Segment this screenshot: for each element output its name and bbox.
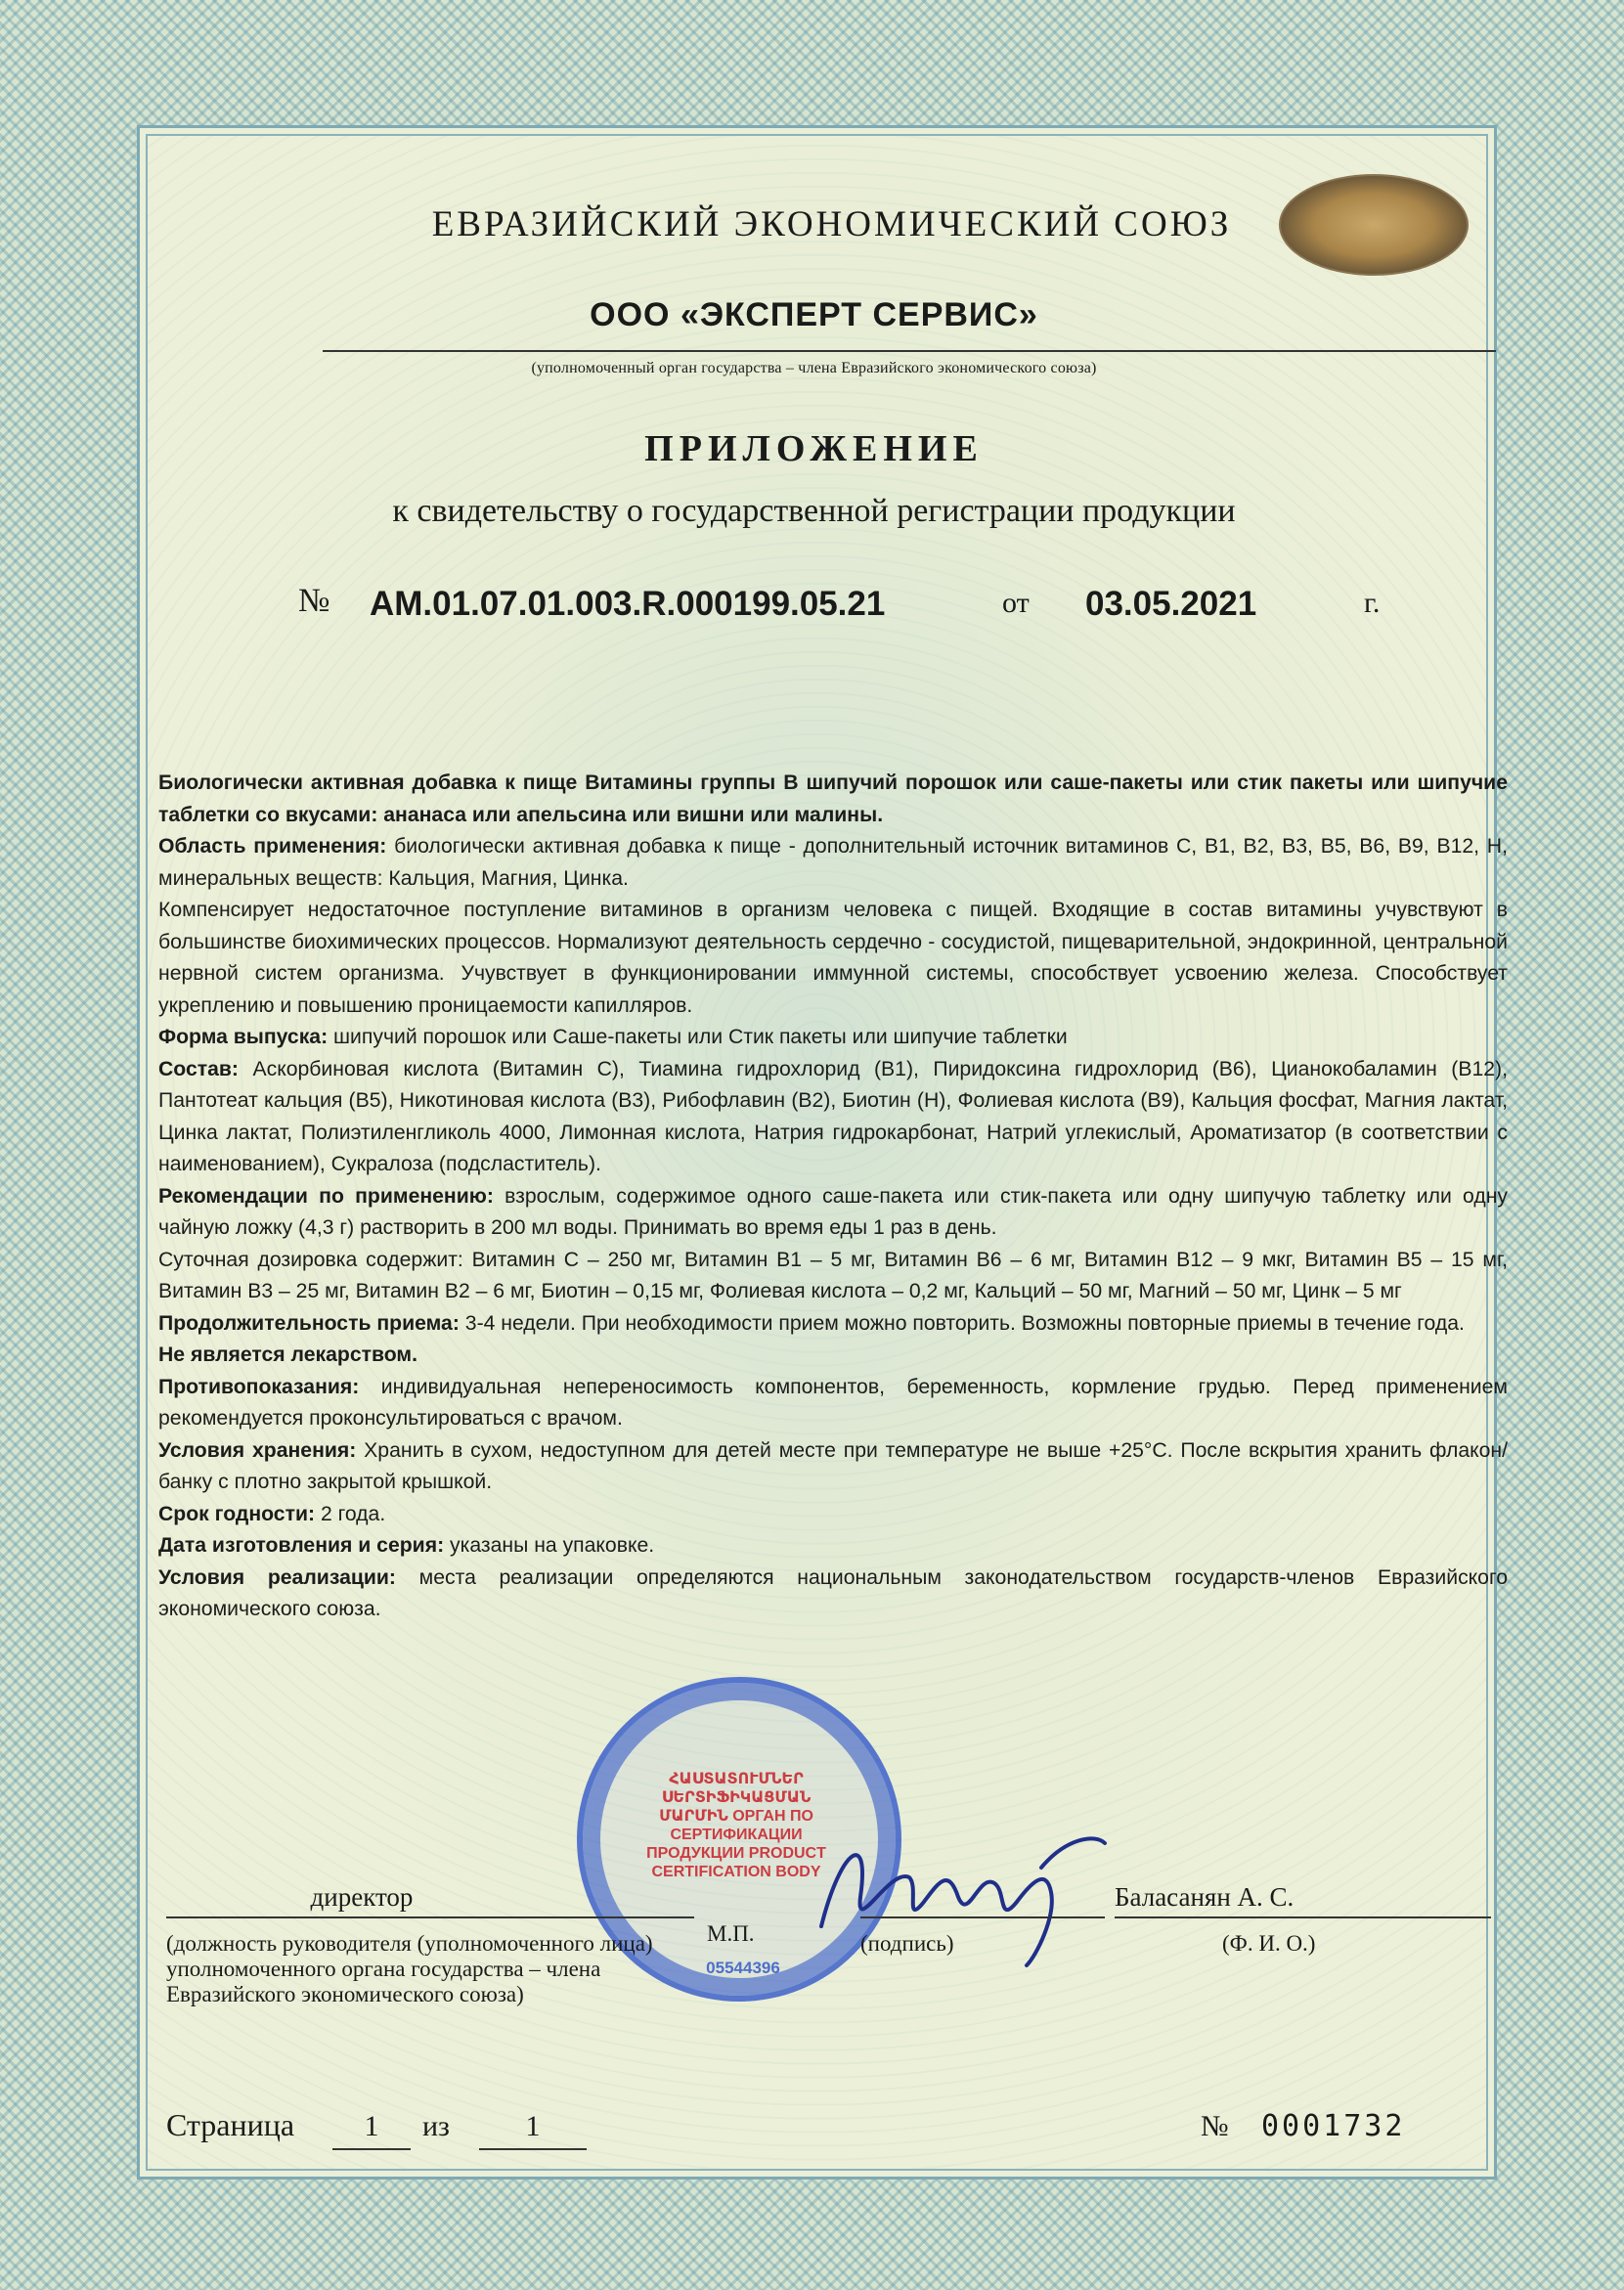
usage-text: взрослым, содержимое одного саше-пакета или стик-пакета или одну шипучую таблетку или одну чайную ложку (4,3 г) растворить в 200 мл воды. Принимать во время еды 1 раз в день. [158, 1184, 1508, 1239]
registration-date: 03.05.2021 [1085, 585, 1257, 623]
organization-underline [323, 350, 1496, 352]
signature-caption: (подпись) [860, 1931, 954, 1956]
composition-text: Аскорбиновая кислота (Витамин С), Тиамина гидрохлорид (В1), Пиридоксина гидрохлорид (В6), Цианокобаламин (В12), Пантотеат кальция (В5), Никотиновая кислота (В3), Рибофлавин (В2), Биотин (Н), Фолиевая кислота (В9), Кальция фосфат, Магния лактат, Цинка лактат, Полиэтиленгликоль 4000, Лимонная кислота, Натрия гидрокарбонат, Натрий углекислый, Ароматизатор (в соответствии с наименованием), Сукралоза (подсластитель). [158, 1057, 1509, 1175]
storage-text: Хранить в сухом, недоступном для детей месте при температуре не выше +25°С. После вскрытия хранить флакон/банку с плотно закрытой крышкой. [158, 1438, 1508, 1493]
duration-label: Продолжительность приема: [158, 1311, 460, 1335]
serial-no-sign: № [1201, 2110, 1229, 2142]
handwritten-signature [802, 1809, 1124, 1975]
fio-line [1115, 1916, 1491, 1918]
effect-description: Компенсирует недостаточное поступление витаминов в организм человека с пищей. Входящие в состав витамины учувствуют в большинстве биохимических процессов. Нормализуют деятельность сердечно - сосудистой, пищеварительной, эндокринной, центральной нервной систем организма. Учувствует в функционировании иммунной системы, способствует усвоению железа. Способствует укреплению и повышению проницаемости капилляров. [158, 899, 1508, 1017]
signature-line [860, 1916, 1105, 1918]
page-label: Страница [166, 2107, 295, 2142]
manufacture-text: указаны на упаковке. [450, 1534, 655, 1557]
organization-caption: (уполномоченный орган государства – члена Евразийского экономического союза) [531, 360, 1097, 376]
shelf-life-text: 2 года. [320, 1502, 386, 1525]
usage-label: Рекомендации по применению: [158, 1184, 494, 1208]
form-label: Форма выпуска: [158, 1026, 329, 1048]
manufacture-label: Дата изготовления и серия: [158, 1534, 445, 1557]
registration-number: AM.01.07.01.003.R.000199.05.21 [370, 585, 886, 623]
document-subtitle: к свидетельству о государственной регистрации продукции [392, 493, 1236, 529]
position-line [166, 1916, 694, 1918]
product-description [158, 768, 1508, 1626]
page-current: 1 [364, 2110, 379, 2142]
daily-dose: Суточная дозировка содержит: Витамин С – 250 мг, Витамин В1 – 5 мг, Витамин В6 – 6 мг, Витамин В12 – 9 мкг, Витамин В5 – 15 мг, Витамин В3 – 25 мг, Витамин В2 – 6 мг, Биотин – 0,15 мг, Фолиевая кислота – 0,2 мг, Кальций – 50 мг, Магний – 50 мг, Цинк – 5 мг [158, 1248, 1508, 1302]
position-value: директор [310, 1882, 414, 1912]
emblem-hologram [1279, 174, 1469, 276]
composition-label: Состав: [158, 1057, 239, 1080]
fio-caption: (Ф. И. О.) [1222, 1931, 1316, 1956]
organization-name: ООО «ЭКСПЕРТ СЕРВИС» [590, 296, 1038, 333]
stamp-center-text: ՀԱՍՏԱՏՈՒՄՆԵՐ ՍԵՐՏԻՖԻԿԱՑՄԱՆ ՄԱՐՄԻՆ ОРГАН ПО СЕРТИФИКАЦИИ ПРОДУКЦИИ PRODUCT CERTIFICATION BODY [646, 1771, 826, 1880]
scope-label: Область применения: [158, 835, 387, 858]
page-total: 1 [525, 2110, 541, 2142]
page-of-label: из [422, 2110, 450, 2142]
product-name: Биологически активная добавка к пище Витамины группы В шипучий порошок или саше-пакеты или стик пакеты или шипучие таблетки со вкусами: ананаса или апельсина или вишни или малины. [158, 771, 1508, 826]
registration-from-label: от [1002, 587, 1030, 619]
page-current-line [332, 2148, 411, 2150]
document-title: ПРИЛОЖЕНИЕ [644, 428, 984, 469]
storage-label: Условия хранения: [158, 1438, 357, 1462]
page-total-line [479, 2148, 587, 2150]
sale-label: Условия реализации: [158, 1565, 396, 1589]
not-medicine: Не является лекарством. [158, 1343, 417, 1366]
scope-text: биологически активная добавка к пище - дополнительный источник витаминов С, В1, В2, В3, В5, В6, В9, В12, Н, минеральных веществ: Кальция, Магния, Цинка. [158, 835, 1508, 890]
stamp-place-label: М.П. [707, 1921, 755, 1946]
shelf-life-label: Срок годности: [158, 1502, 316, 1525]
stamp-id: 05544396 [706, 1959, 780, 1977]
serial-number: 0001732 [1261, 2109, 1406, 2143]
duration-text: 3-4 недели. При необходимости прием можно повторить. Возможны повторные приемы в течение года. [464, 1311, 1465, 1335]
contraindications-label: Противопоказания: [158, 1375, 360, 1398]
registration-row [0, 583, 1624, 632]
form-text: шипучий порошок или Саше-пакеты или Стик пакеты или шипучие таблетки [333, 1026, 1068, 1048]
position-caption: (должность руководителя (уполномоченного лица) уполномоченного органа государства – члена Евразийского экономического союза) [166, 1931, 653, 2006]
registration-no-sign: № [298, 583, 330, 619]
sale-text: места реализации определяются национальным законодательством государств-членов Евразийского экономического союза. [158, 1565, 1508, 1620]
union-title: ЕВРАЗИЙСКИЙ ЭКОНОМИЧЕСКИЙ СОЮЗ [431, 204, 1232, 244]
fio-value: Баласанян А. С. [1115, 1882, 1295, 1912]
registration-year-suffix: г. [1364, 587, 1381, 619]
contraindications-text: индивидуальная непереносимость компонентов, беременность, кормление грудью. Перед применением рекомендуется проконсультироваться с врачом. [158, 1375, 1508, 1430]
